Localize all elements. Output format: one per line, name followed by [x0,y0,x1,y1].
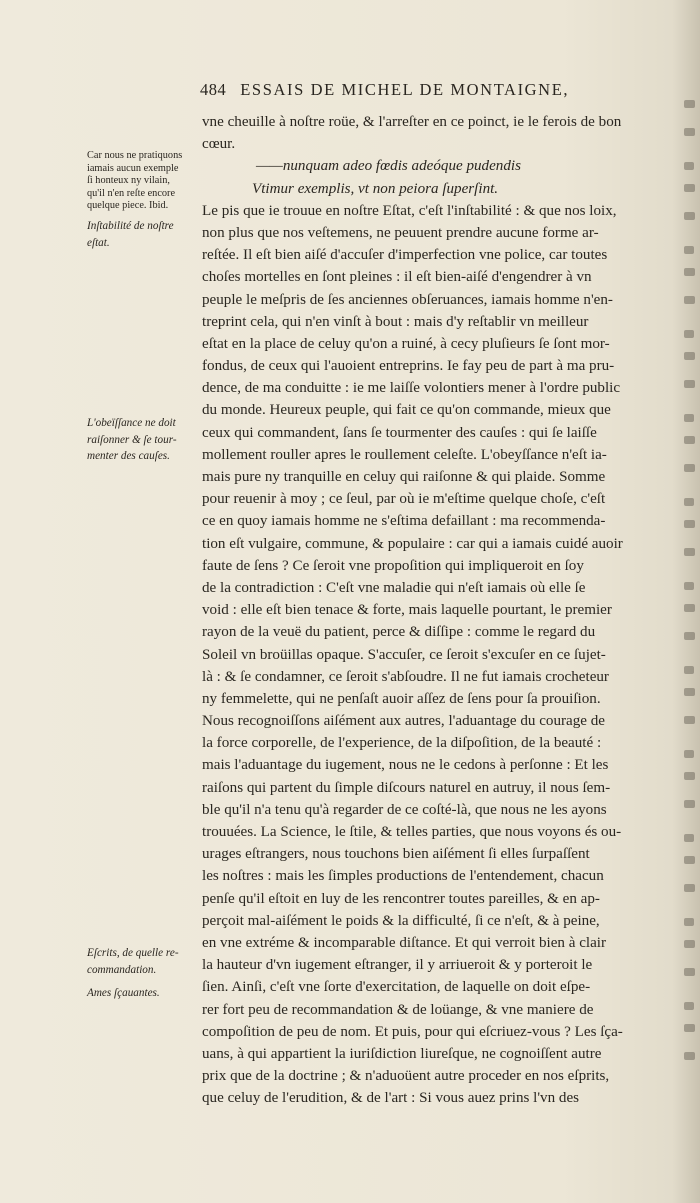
facing-page-fragment [684,968,695,976]
facing-page-fragment [684,520,695,528]
facing-page-fragment [684,436,695,444]
facing-page-fragment [684,100,695,108]
margin-note-line: Inſtabilité de noſtre [87,220,174,232]
body-text [202,111,682,1109]
margin-note-line: eſtat. [87,236,110,249]
facing-page-fragment [684,856,695,864]
text-line: vne cheuille à noſtre roüe, & l'arreſter en ce poinct, ie le ferois de bon [202,114,622,130]
text-line: uans, à qui appartient la iuriſdiction liureſque, ne cognoiſſent autre [202,1045,602,1062]
text-line: choſes mortelles en ſont pleines : il eſt bien-aiſé d'engendrer à vn [202,269,592,286]
margin-note-line: Eſcrits, de quelle re- [87,947,179,959]
facing-page-fragment [684,666,694,674]
text-line: pour reuenir à moy ; ce ſeul, par où ie m'eſtime quelque choſe, c'eſt [202,491,606,508]
margin-note [87,150,197,213]
text-line: cœur. [202,136,236,153]
facing-page-fragment [684,1052,695,1060]
facing-page-fragment [684,772,695,780]
margin-note [87,945,197,978]
page-number: 484 [200,80,227,99]
facing-page-fragment [684,330,694,338]
page-header [200,80,660,100]
facing-page-fragment [684,498,694,506]
text-line: en vne extréme & incomparable diſtance. Et qui verroit bien à clair [202,934,607,951]
text-line: les noſtres : mais les ſimples productions de l'entendement, chacun [202,868,604,885]
facing-page-fragment [684,884,695,892]
margin-note-line: raiſonner & ſe tour- [87,433,177,446]
facing-page-fragment [684,582,694,590]
margin-note [87,985,197,1002]
facing-page-fragment [684,632,695,640]
text-line: ble qu'il n'a tenu qu'à regarder de ce coſté-là, que nous ne les ayons [202,801,607,818]
text-line: tion eſt vulgaire, commune, & populaire : car qui a iamais cuidé auoir [202,535,623,552]
text-line: rer fort peu de recommandation & de loüange, & vne maniere de [202,1001,594,1018]
facing-page-fragment [684,1024,695,1032]
facing-page-fragment [684,162,694,170]
facing-page-fragment [684,128,695,136]
text-line: reſtée. Il eſt bien aiſé d'accuſer d'imperfection vne police, car toutes [202,247,608,264]
facing-page-fragment [684,184,695,192]
facing-page-fragment [684,548,695,556]
margin-note-line: qu'il n'en reſte encore [87,187,176,199]
text-line: ce en quoy iamais homme ne s'eſtima defaillant : ma recommenda- [202,513,606,530]
text-line: prix que de la doctrine ; & n'aduoüent autre proceder en nos eſprits, [202,1068,610,1085]
text-line: void : elle eſt bien tenace & forte, mais laquelle pourtant, le premier [202,602,612,619]
text-line: rayon de la veuë du patient, perce & diſſipe : comme le regard du [202,624,596,641]
margin-note-line: commandation. [87,963,157,976]
facing-page-fragment [684,834,694,842]
facing-page-fragment [684,464,695,472]
text-line: non plus que nos veſtemens, ne peuuent prendre aucune forme ar- [202,224,599,241]
facing-page-fragment [684,940,695,948]
margin-note-line: ſi honteux ny vilain, [87,175,170,186]
text-line: Vtimur exemplis, vt non peiora ſuperſint. [252,180,499,197]
facing-page-fragment [684,604,695,612]
text-line: dence, de ma conduitte : ie me laiſſe volontiers mener à l'ordre public [202,380,621,397]
facing-page-fragment [684,352,695,360]
margin-note [87,218,197,251]
text-line: là : & ſe condamner, ce ſeroit s'abſoudre. Il ne fut iamais crocheteur [202,668,609,685]
margin-note-line: Car nous ne pratiquons [87,150,183,161]
facing-page-fragment [684,296,695,304]
text-line: ny femmelette, qui ne penſaſt auoir aſſez de ſens pour ſa prouiſion. [202,690,601,707]
facing-page-fragment [684,750,694,758]
margin-note-line: Ames ſçauantes. [87,987,160,999]
facing-page-fragment [684,380,695,388]
facing-page-fragment [684,414,694,422]
text-line: Le pis que ie trouue en noſtre Eſtat, c'eſt l'inſtabilité : & que nos loix, [202,202,617,219]
text-line: urages eſtrangers, nous touchons bien aiſément ſi elles ſurpaſſent [202,846,590,863]
text-line: mais l'aduantage du iugement, nous ne le cedons à perſonne : Et les [202,757,609,774]
text-line: mais pure ny tranquille en celuy qui raiſonne & qui plaide. Somme [202,469,606,485]
facing-page-edge [682,90,700,1090]
text-line: ceux qui commandent, ſans ſe tourmenter des cauſes : qui ſe laiſſe [202,424,597,441]
margin-note [87,415,197,465]
margin-note-line: menter des cauſes. [87,450,170,462]
text-line: compoſition de peu de nom. Et puis, pour qui eſcriuez-vous ? Les ſça- [202,1023,623,1040]
facing-page-fragment [684,268,695,276]
text-line: trouuées. La Science, le ſtile, & telles parties, que nous voyons és ou- [202,824,622,840]
text-line: penſe qu'il eſtoit en luy de les rencontrer toutes pareilles, & en ap- [202,890,600,907]
text-line: la force corporelle, de l'experience, de la diſpoſition, de la beauté : [202,735,602,752]
running-title: ESSAIS DE MICHEL DE MONTAIGNE, [240,80,570,99]
margin-note-line: L'obeïſſance ne doit [87,417,176,429]
text-line: la hauteur d'vn iugement eſtranger, il y arriueroit & y porteroit le [202,957,593,974]
margin-note-line: quelque piece. Ibid. [87,200,169,211]
text-line: Soleil vn broüillas opaque. S'accuſer, ce ſeroit s'excuſer en ce ſujet- [202,646,606,663]
facing-page-fragment [684,246,694,254]
facing-page-fragment [684,918,694,926]
text-line: de la contradiction : C'eſt vne maladie qui n'eſt iamais où elle ſe [202,579,586,596]
text-line: fondus, de ceux qui l'auoient entreprins. Ie fay peu de part à ma pru- [202,358,615,375]
margin-note-line: iamais aucun exemple [87,162,179,174]
text-line: du monde. Heureux peuple, qui fait ce qu'on commande, mieux que [202,402,611,419]
text-line: treprint cela, qui n'en vinſt à bout : mais d'y reſtablir vn meilleur [202,313,589,330]
text-line: perçoit mal-aiſément le poids & la difficulté, ſi ce n'eſt, & à peine, [202,912,600,929]
facing-page-fragment [684,212,695,220]
text-line: faute de ſens ? Ce ſeroit vne propoſition qui impliqueroit en ſoy [202,557,584,574]
facing-page-fragment [684,688,695,696]
text-line: ſien. Ainſi, c'eſt vne ſorte d'exercitation, de laquelle on doit eſpe- [202,979,591,996]
facing-page-fragment [684,1002,694,1010]
text-line: peuple le meſpris de ſes anciennes obſeruances, iamais homme n'en- [202,291,613,308]
facing-page-fragment [684,800,695,808]
text-line: Nous recognoiſſons aiſément aux autres, l'aduantage du courage de [202,713,605,730]
text-line: mollement rouller apres le roullement celeſte. L'obeyſſance n'eſt ia- [202,446,607,463]
facing-page-fragment [684,716,695,724]
text-line: ——nunquam adeo fœdis adeóque pudendis [256,158,521,175]
text-line: que celuy de l'erudition, & de l'art : Si vous auez prins l'vn des [202,1090,580,1107]
text-line: raiſons qui partent du ſimple diſcours naturel en autruy, il nous ſem- [202,779,611,796]
text-line: eſtat en la place de celuy qu'on a ruiné, à cecy pluſieurs ſe ſont mor- [202,335,610,352]
